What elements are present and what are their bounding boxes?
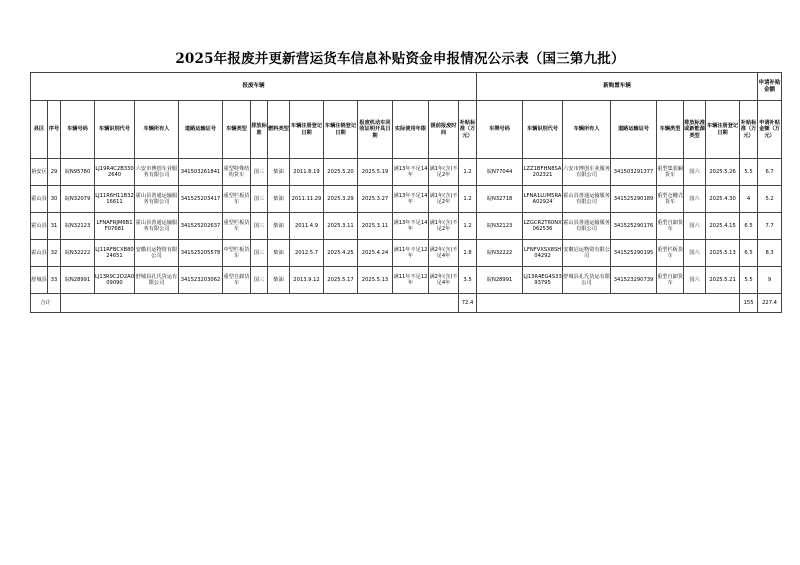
table-cell: LZZ1BFHN8SA202321 bbox=[523, 159, 563, 186]
table-cell: 2025.4.15 bbox=[706, 213, 740, 240]
table-cell: 舒城县 bbox=[31, 267, 48, 294]
table-cell: 重型自卸货车 bbox=[657, 267, 684, 294]
table-cell: 重型栏板货车 bbox=[223, 213, 251, 240]
table-cell: LJ13R9C2D2A009090 bbox=[95, 267, 135, 294]
total-apply-sum: 227.4 bbox=[758, 294, 782, 313]
table-cell: 国六 bbox=[684, 186, 706, 213]
column-header: 补贴标准（万元） bbox=[740, 101, 758, 159]
table-cell: 皖N32123 bbox=[477, 213, 523, 240]
table-cell: 六安市博创车业服务有限公司 bbox=[135, 159, 179, 186]
table-cell: 重型仓栅式货车 bbox=[657, 186, 684, 213]
column-header: 排放标准 bbox=[251, 101, 268, 159]
table-cell: 2025.3.29 bbox=[324, 186, 358, 213]
table-cell: 柴油 bbox=[268, 159, 290, 186]
table-cell: 皖N32123 bbox=[61, 213, 95, 240]
table-cell: 霍山县善通运输服务有限公司 bbox=[135, 213, 179, 240]
column-header: 车辆注册登记日期 bbox=[290, 101, 324, 159]
table-cell: 2025.5.17 bbox=[324, 267, 358, 294]
table-cell: 1.8 bbox=[459, 240, 477, 267]
group-header-apply: 申请补贴金额 bbox=[758, 73, 782, 101]
column-header: 车牌号码 bbox=[477, 101, 523, 159]
table-cell: 2025.3.11 bbox=[324, 213, 358, 240]
table-cell: LJ11R6H11B3216611 bbox=[95, 186, 135, 213]
table-cell: 国三 bbox=[251, 267, 268, 294]
table-cell: LJ13R4EG4S3393795 bbox=[523, 267, 563, 294]
table-cell: 皖N32222 bbox=[477, 240, 523, 267]
column-header: 序号 bbox=[48, 101, 61, 159]
total-scrap-sum: 72.4 bbox=[459, 294, 477, 313]
table-cell: 霍山县 bbox=[31, 240, 48, 267]
table-cell: 重型自卸货车 bbox=[657, 213, 684, 240]
table-cell: 5.5 bbox=[740, 159, 758, 186]
column-header: 车辆注销登记日期 bbox=[324, 101, 358, 159]
table-cell: 重型集装厢货车 bbox=[657, 159, 684, 186]
column-header: 车辆识别代号 bbox=[95, 101, 135, 159]
table-cell: 柴油 bbox=[268, 213, 290, 240]
table-row bbox=[31, 267, 782, 294]
table-cell: 2025.5.26 bbox=[706, 159, 740, 186]
table-cell: 2012.5.7 bbox=[290, 240, 324, 267]
table-cell: 舒城县孔氏货运有限公司 bbox=[563, 267, 611, 294]
table-cell: 满11年不足12年 bbox=[393, 240, 429, 267]
table-cell: 1.2 bbox=[459, 159, 477, 186]
table-cell: 霍山县善通运输服务有限公司 bbox=[563, 213, 611, 240]
table-cell: 满13年不足14年 bbox=[393, 186, 429, 213]
table-cell: 2013.9.12 bbox=[290, 267, 324, 294]
table-cell: 霍山县善通运输服务有限公司 bbox=[135, 186, 179, 213]
table-cell: LFNAFRJM6B1F07681 bbox=[95, 213, 135, 240]
table-cell: 2025.3.27 bbox=[358, 186, 393, 213]
table-cell: 341523203062 bbox=[179, 267, 223, 294]
table-row bbox=[31, 159, 782, 186]
table-cell: 皖N28991 bbox=[477, 267, 523, 294]
table-cell: 满2年(含)不足4年 bbox=[429, 267, 459, 294]
table-cell: LZGCR2T60NX062536 bbox=[523, 213, 563, 240]
table-cell: 柴油 bbox=[268, 240, 290, 267]
column-header: 车辆识别代号 bbox=[523, 101, 563, 159]
table-cell: 341525290189 bbox=[611, 186, 657, 213]
table-cell: 六安市博创车业服务有限公司 bbox=[563, 159, 611, 186]
table-row bbox=[31, 186, 782, 213]
table-cell: 7.7 bbox=[758, 213, 782, 240]
table-cell: 3.5 bbox=[459, 267, 477, 294]
table-cell: 341503261841 bbox=[179, 159, 223, 186]
table-cell: 皖N95780 bbox=[61, 159, 95, 186]
table-cell: LJ11RFBCXB8024651 bbox=[95, 240, 135, 267]
column-header-row bbox=[31, 101, 782, 159]
table-cell: 皖N32079 bbox=[61, 186, 95, 213]
group-header-row bbox=[31, 73, 782, 101]
total-label: 合计 bbox=[31, 294, 61, 313]
table-cell: 341523290739 bbox=[611, 267, 657, 294]
table-cell: 国六 bbox=[684, 267, 706, 294]
table-cell: 2011.11.29 bbox=[290, 186, 324, 213]
table-cell: 2025.5.20 bbox=[324, 159, 358, 186]
table-cell: 霍山县 bbox=[31, 186, 48, 213]
table-cell: 2025.5.13 bbox=[706, 240, 740, 267]
column-header: 燃料类型 bbox=[268, 101, 290, 159]
table-cell: 国六 bbox=[684, 240, 706, 267]
table-cell: 9 bbox=[758, 267, 782, 294]
column-header: 车辆所有人 bbox=[135, 101, 179, 159]
table-cell: 重型自卸货车 bbox=[223, 267, 251, 294]
table-cell: 霍山县 bbox=[31, 213, 48, 240]
column-header: 补贴标准（万元） bbox=[459, 101, 477, 159]
table-cell: 341525203417 bbox=[179, 186, 223, 213]
table-cell: 31 bbox=[48, 213, 61, 240]
empty-cell bbox=[61, 294, 459, 313]
table-cell: 安徽启运物资有限公司 bbox=[135, 240, 179, 267]
table-cell: 皖N77044 bbox=[477, 159, 523, 186]
table-cell: 32 bbox=[48, 240, 61, 267]
table-cell: 2025.5.21 bbox=[706, 267, 740, 294]
table-cell: 中型栏板货车 bbox=[223, 240, 251, 267]
table-cell: 国三 bbox=[251, 213, 268, 240]
table-cell: 舒城县孔氏货运有限公司 bbox=[135, 267, 179, 294]
empty-cell bbox=[477, 294, 740, 313]
table-cell: 皖N28991 bbox=[61, 267, 95, 294]
table-cell: 2025.4.25 bbox=[324, 240, 358, 267]
table-cell: 5.5 bbox=[740, 267, 758, 294]
table-cell: 霍山县善通运输服务有限公司 bbox=[563, 186, 611, 213]
table-cell: 国三 bbox=[251, 240, 268, 267]
column-header: 道路运输证号 bbox=[611, 101, 657, 159]
table-cell: 2011.8.19 bbox=[290, 159, 324, 186]
table-cell: 2025.3.11 bbox=[358, 213, 393, 240]
group-header-new: 新购置车辆 bbox=[477, 73, 758, 101]
table-cell: 33 bbox=[48, 267, 61, 294]
column-header: 提前报废时间 bbox=[429, 101, 459, 159]
table-cell: 2011.4.9 bbox=[290, 213, 324, 240]
page-title: 2025年报废并更新营运货车信息补贴资金申报情况公示表（国三第九批） bbox=[175, 51, 625, 67]
table-cell: 341525290176 bbox=[611, 213, 657, 240]
table-cell: 满13年不足14年 bbox=[393, 159, 429, 186]
column-header: 排放标准或新能源类型 bbox=[684, 101, 706, 159]
table-cell: 满13年不足14年 bbox=[393, 213, 429, 240]
column-header: 实际使用年限 bbox=[393, 101, 429, 159]
column-header: 车辆号码 bbox=[61, 101, 95, 159]
table-cell: 2025.4.30 bbox=[706, 186, 740, 213]
table-cell: 满1年(含)不足2年 bbox=[429, 159, 459, 186]
table-cell: 6.5 bbox=[740, 213, 758, 240]
table-cell: 安徽启运物资有限公司 bbox=[563, 240, 611, 267]
table-cell: LFNFVXSX8SH04292 bbox=[523, 240, 563, 267]
table-cell: 1.2 bbox=[459, 213, 477, 240]
total-new-sum: 155 bbox=[740, 294, 758, 313]
table-cell: 皖N32718 bbox=[477, 186, 523, 213]
group-header-scrapped: 报废车辆 bbox=[31, 73, 477, 101]
table-cell: 国三 bbox=[251, 159, 268, 186]
table-cell: 8.3 bbox=[758, 240, 782, 267]
table-cell: 国三 bbox=[251, 186, 268, 213]
table-cell: 1.2 bbox=[459, 186, 477, 213]
table-cell: 6.7 bbox=[758, 159, 782, 186]
table-cell: 皖N32222 bbox=[61, 240, 95, 267]
table-cell: 29 bbox=[48, 159, 61, 186]
table-cell: 341503291377 bbox=[611, 159, 657, 186]
table-row bbox=[31, 213, 782, 240]
column-header: 车辆注册登记日期 bbox=[706, 101, 740, 159]
table-cell: LJ19R4C2B3302640 bbox=[95, 159, 135, 186]
table-cell: 5.2 bbox=[758, 186, 782, 213]
table-cell: 满1年(含)不足2年 bbox=[429, 213, 459, 240]
table-row bbox=[31, 240, 782, 267]
table-cell: 国六 bbox=[684, 213, 706, 240]
table-cell: 柴油 bbox=[268, 186, 290, 213]
column-header: 申请补贴金额（万元） bbox=[758, 101, 782, 159]
table-cell: 30 bbox=[48, 186, 61, 213]
table-cell: 4 bbox=[740, 186, 758, 213]
table-cell: 重型特殊结构货车 bbox=[223, 159, 251, 186]
table-cell: 柴油 bbox=[268, 267, 290, 294]
table-cell: 满11年不足12年 bbox=[393, 267, 429, 294]
column-header: 车辆类型 bbox=[223, 101, 251, 159]
total-row bbox=[31, 294, 782, 313]
table-cell: 满2年(含)不足4年 bbox=[429, 240, 459, 267]
table-cell: 重型栏板货车 bbox=[657, 240, 684, 267]
table-cell: 2025.5.19 bbox=[358, 159, 393, 186]
table-cell: 341525290195 bbox=[611, 240, 657, 267]
table-cell: 重型栏板货车 bbox=[223, 186, 251, 213]
column-header: 报废机动车回收证明开具日期 bbox=[358, 101, 393, 159]
column-header: 车辆类型 bbox=[657, 101, 684, 159]
table-cell: 2025.4.24 bbox=[358, 240, 393, 267]
column-header: 车辆所有人 bbox=[563, 101, 611, 159]
table-cell: 341525202637 bbox=[179, 213, 223, 240]
table-cell: 满1年(含)不足2年 bbox=[429, 186, 459, 213]
subsidy-table bbox=[30, 72, 782, 313]
table-cell: 国六 bbox=[684, 159, 706, 186]
table-cell: LFNA1LUM5RAA02924 bbox=[523, 186, 563, 213]
table-cell: 裕安区 bbox=[31, 159, 48, 186]
table-cell: 6.5 bbox=[740, 240, 758, 267]
column-header: 县区 bbox=[31, 101, 48, 159]
table-cell: 341525205578 bbox=[179, 240, 223, 267]
column-header: 道路运输证号 bbox=[179, 101, 223, 159]
table-cell: 2025.5.13 bbox=[358, 267, 393, 294]
